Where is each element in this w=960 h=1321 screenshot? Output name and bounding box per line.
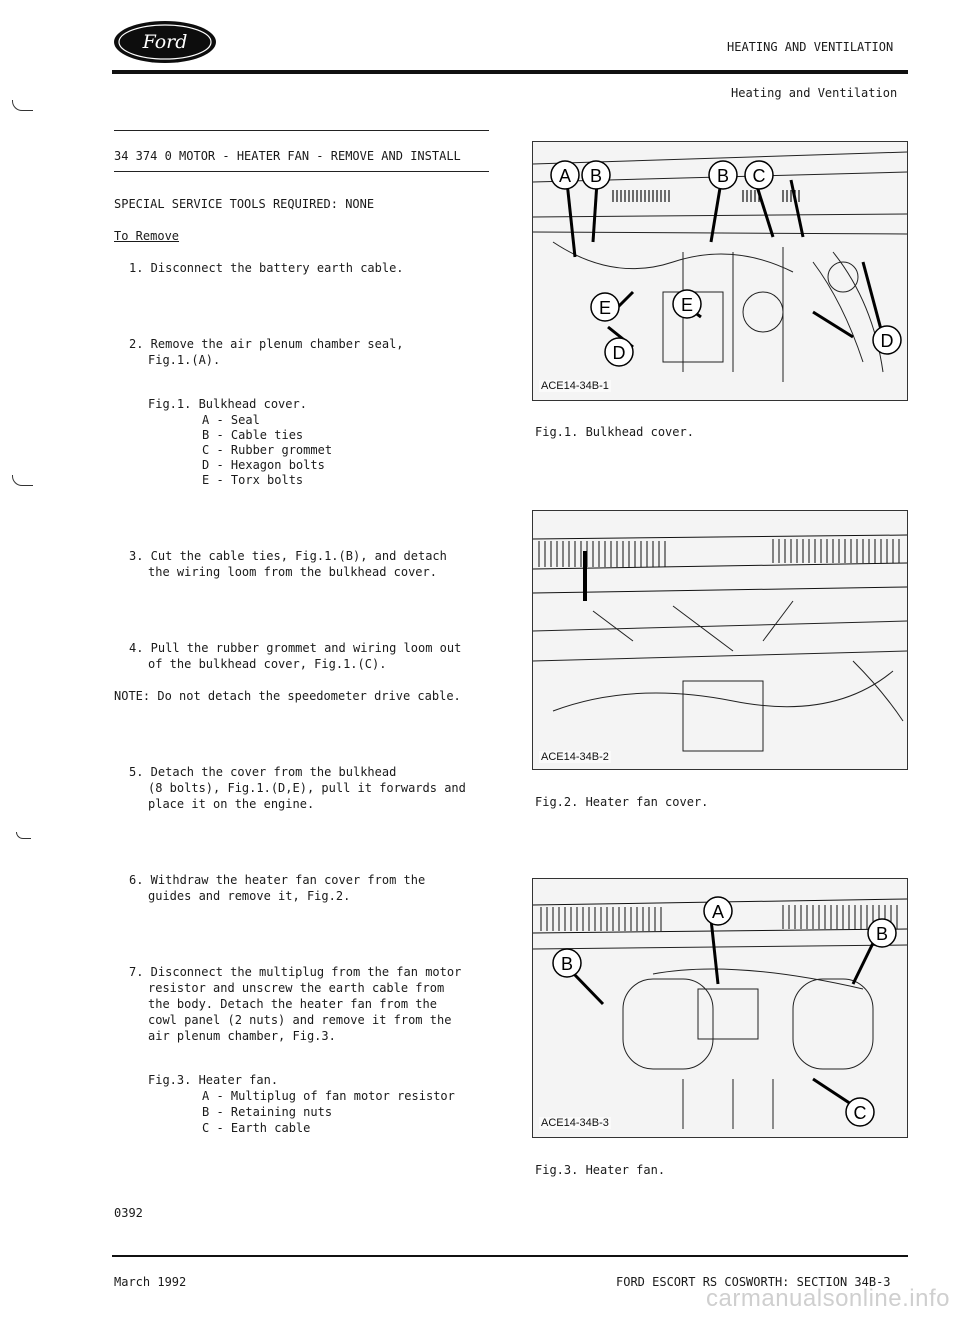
margin-mark — [12, 100, 33, 111]
fig3-label-a: A — [711, 902, 725, 922]
fig3-caption: Fig.3. Heater fan. — [535, 1163, 666, 1177]
footer-section: FORD ESCORT RS COSWORTH: SECTION 34B-3 — [616, 1275, 891, 1289]
step-7-line-4: cowl panel (2 nuts) and remove it from the — [148, 1013, 452, 1027]
fig3-label-c: C — [853, 1103, 867, 1123]
ford-logo — [112, 19, 218, 65]
fig3-legend-item: B - Retaining nuts — [202, 1105, 333, 1119]
step-6-line-2: guides and remove it, Fig.2. — [148, 889, 351, 903]
header-subtitle: Heating and Ventilation — [731, 86, 898, 100]
procedure-title: 34 374 0 MOTOR - HEATER FAN - REMOVE AND INSTALL — [114, 149, 461, 163]
step-7-line-2: resistor and unscrew the earth cable from — [148, 981, 445, 995]
fig1-legend-item: A - Seal — [202, 413, 260, 427]
step-7-line-5: air plenum chamber, Fig.3. — [148, 1029, 336, 1043]
margin-mark — [16, 832, 31, 839]
fig1-label-e: E — [680, 295, 694, 315]
step-3-line-2: the wiring loom from the bulkhead cover. — [148, 565, 437, 579]
fig1-legend-item: D - Hexagon bolts — [202, 458, 325, 472]
step-3-line-1: 3. Cut the cable ties, Fig.1.(B), and detach — [129, 549, 447, 563]
figure-3-heater-fan — [532, 878, 908, 1138]
fig1-label-d: D — [880, 331, 894, 351]
step-5-line-3: place it on the engine. — [148, 797, 315, 811]
fig2-code: ACE14-34B-2 — [541, 751, 609, 763]
procedure-top-rule — [114, 130, 489, 131]
fig1-label-b: B — [589, 166, 603, 186]
fig3-legend-item: A - Multiplug of fan motor resistor — [202, 1089, 455, 1103]
header-rule — [112, 70, 908, 74]
fig1-legend-item: E - Torx bolts — [202, 473, 304, 487]
step-7-line-1: 7. Disconnect the multiplug from the fan motor — [129, 965, 462, 979]
footer-date: March 1992 — [114, 1275, 187, 1289]
fig1-legend-item: B - Cable ties — [202, 428, 304, 442]
procedure-bottom-rule — [114, 171, 489, 172]
note: NOTE: Do not detach the speedometer drive cable. — [114, 689, 461, 703]
fig3-label-b: B — [560, 954, 574, 974]
fig1-label-a: A — [558, 166, 572, 186]
fig1-label-e: E — [598, 298, 612, 318]
fig1-label-c: C — [752, 166, 766, 186]
fig1-legend-caption: Fig.1. Bulkhead cover. — [148, 397, 307, 411]
step-4-line-1: 4. Pull the rubber grommet and wiring loom out — [129, 641, 462, 655]
fig3-legend-item: C - Earth cable — [202, 1121, 311, 1135]
step-4-line-2: of the bulkhead cover, Fig.1.(C). — [148, 657, 387, 671]
step-5-line-2: (8 bolts), Fig.1.(D,E), pull it forwards and — [148, 781, 466, 795]
step-2-line-2: Fig.1.(A). — [148, 353, 221, 367]
logo-text: Ford — [142, 31, 188, 53]
page-reference: 0392 — [114, 1206, 143, 1220]
fig3-code: ACE14-34B-3 — [541, 1117, 609, 1129]
step-5-line-1: 5. Detach the cover from the bulkhead — [129, 765, 397, 779]
step-1: 1. Disconnect the battery earth cable. — [129, 261, 404, 275]
step-6-line-1: 6. Withdraw the heater fan cover from the — [129, 873, 426, 887]
fig2-caption: Fig.2. Heater fan cover. — [535, 795, 709, 809]
footer-rule — [112, 1255, 908, 1257]
fig1-label-d: D — [612, 343, 626, 363]
to-remove-heading: To Remove — [114, 229, 180, 243]
header-section-title: HEATING AND VENTILATION — [727, 40, 894, 54]
step-2-line-1: 2. Remove the air plenum chamber seal, — [129, 337, 404, 351]
figure-2-heater-fan-cover — [532, 510, 908, 770]
fig1-label-b: B — [716, 166, 730, 186]
fig1-caption: Fig.1. Bulkhead cover. — [535, 425, 694, 439]
figure-1-bulkhead-cover — [532, 141, 908, 401]
special-tools: SPECIAL SERVICE TOOLS REQUIRED: NONE — [114, 197, 375, 211]
fig1-legend-item: C - Rubber grommet — [202, 443, 333, 457]
fig1-code: ACE14-34B-1 — [541, 380, 609, 392]
step-7-line-3: the body. Detach the heater fan from the — [148, 997, 437, 1011]
margin-mark — [12, 475, 33, 486]
fig3-legend-caption: Fig.3. Heater fan. — [148, 1073, 279, 1087]
watermark: carmanualsonline.info — [706, 1285, 950, 1312]
fig3-label-b: B — [875, 924, 889, 944]
